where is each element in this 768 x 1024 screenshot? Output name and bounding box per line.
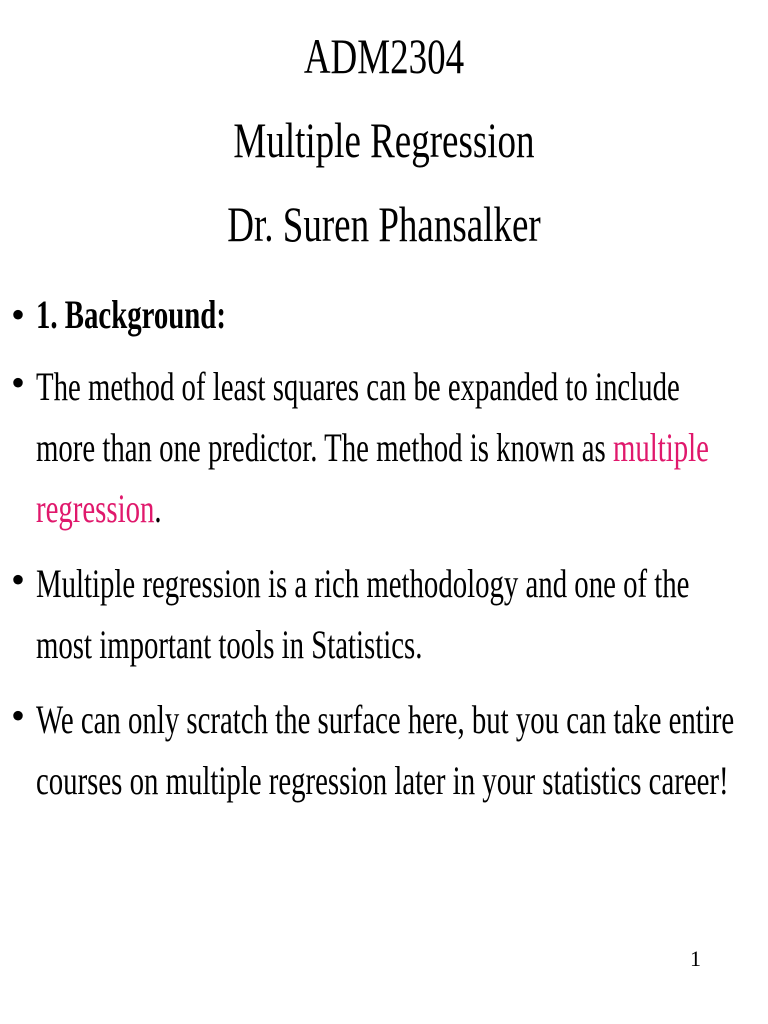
slide-title (0, 14, 768, 266)
bullet-scratch-surface (0, 689, 768, 811)
page-number: 1 (690, 946, 701, 971)
bullet-text-before: The method of least squares can be expanded to include more than one predictor. The method is known as (36, 364, 680, 470)
section-heading: 1. Background: (36, 292, 226, 337)
bullet-marker: • (11, 360, 26, 405)
bullet-background-heading (0, 288, 768, 342)
bullet-text-after: . (154, 486, 162, 531)
bullet-least-squares (0, 356, 768, 539)
bullet-marker: • (11, 693, 26, 738)
highlighted-term: multiple regression (36, 425, 709, 531)
bullet-text (36, 356, 738, 539)
author-name: Dr. Suren Phansalker (227, 196, 541, 252)
bullet-rich-methodology (0, 553, 768, 675)
course-code: ADM2304 (303, 28, 465, 84)
bullet-text: We can only scratch the surface here, but you can take entire courses on multiple regression later in your statistics career! (36, 697, 735, 803)
bullet-marker: • (11, 557, 26, 602)
bullet-marker: • (11, 292, 26, 337)
bullet-list (0, 288, 768, 825)
lecture-title: Multiple Regression (233, 112, 535, 168)
bullet-text: Multiple regression is a rich methodology and one of the most important tools in Statistics. (36, 561, 690, 667)
